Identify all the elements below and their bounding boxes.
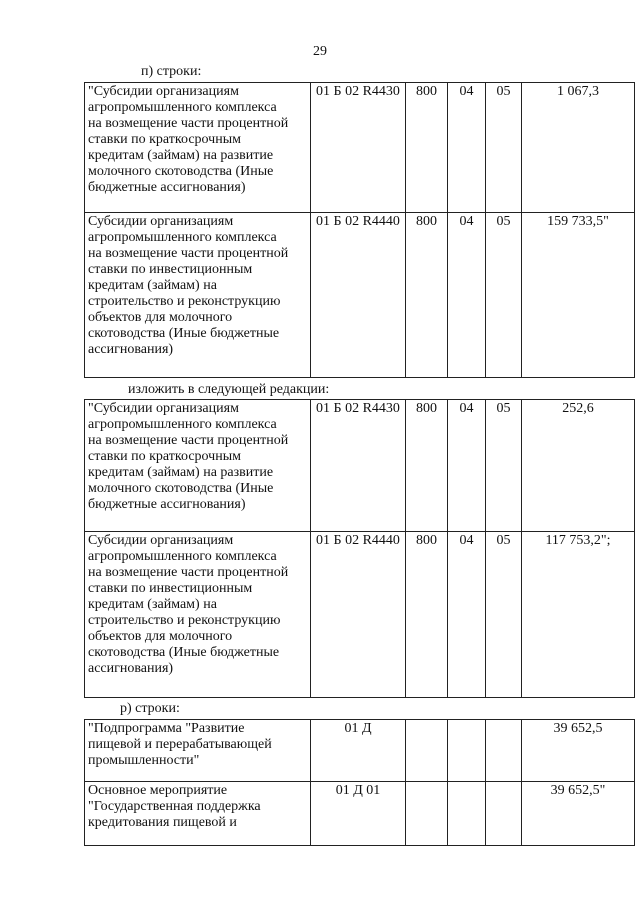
row-description: "Субсидии организациям агропромышленного комплекса на возмещение части процентной ставки по краткосрочным кредитам (займам) на развитие молочного скотоводства (Иные бюджетные ассигнования) — [85, 400, 311, 532]
section-p-label: п) строки: — [141, 64, 202, 79]
row-col-b: 04 — [448, 532, 486, 698]
row-col-b: 04 — [448, 400, 486, 532]
row-col-a — [406, 720, 448, 782]
row-col-a: 800 — [406, 213, 448, 378]
row-col-a: 800 — [406, 532, 448, 698]
row-code: 01 Б 02 R4440 — [311, 213, 406, 378]
row-col-a — [406, 782, 448, 846]
row-col-a: 800 — [406, 83, 448, 213]
row-amount: 117 753,2"; — [522, 532, 635, 698]
row-col-c: 05 — [486, 213, 522, 378]
row-code: 01 Б 02 R4430 — [311, 400, 406, 532]
row-description: "Субсидии организациям агропромышленного комплекса на возмещение части процентной ставки по краткосрочным кредитам (займам) на развитие молочного скотоводства (Иные бюджетные ассигнования) — [85, 83, 311, 213]
row-description: Основное мероприятие "Государственная поддержка кредитования пищевой и — [85, 782, 311, 846]
row-col-a: 800 — [406, 400, 448, 532]
table-row — [85, 782, 635, 846]
table-row — [85, 532, 635, 698]
table-row — [85, 400, 635, 532]
row-amount: 252,6 — [522, 400, 635, 532]
row-col-c — [486, 782, 522, 846]
table-row — [85, 720, 635, 782]
table-row — [85, 83, 635, 213]
row-amount: 39 652,5" — [522, 782, 635, 846]
page-number: 29 — [313, 44, 327, 59]
row-col-b: 04 — [448, 83, 486, 213]
row-col-c — [486, 720, 522, 782]
row-col-c: 05 — [486, 83, 522, 213]
new-edition-label: изложить в следующей редакции: — [128, 382, 330, 397]
row-code: 01 Д — [311, 720, 406, 782]
row-col-b — [448, 720, 486, 782]
row-code: 01 Б 02 R4430 — [311, 83, 406, 213]
table-row — [85, 213, 635, 378]
row-col-b — [448, 782, 486, 846]
row-description: Субсидии организациям агропромышленного комплекса на возмещение части процентной ставки по инвестиционным кредитам (займам) на строительство и реконструкцию объектов для молочного скотоводства (Иные бюджетные ассигнования) — [85, 532, 311, 698]
table-section-p — [84, 82, 635, 378]
table-section-r — [84, 719, 635, 846]
table-new-edition — [84, 399, 635, 698]
section-r-label: р) строки: — [120, 701, 180, 716]
row-description: "Подпрограмма "Развитие пищевой и перерабатывающей промышленности" — [85, 720, 311, 782]
row-col-b: 04 — [448, 213, 486, 378]
row-amount: 159 733,5" — [522, 213, 635, 378]
row-col-c: 05 — [486, 532, 522, 698]
row-amount: 1 067,3 — [522, 83, 635, 213]
row-description: Субсидии организациям агропромышленного комплекса на возмещение части процентной ставки по инвестиционным кредитам (займам) на строительство и реконструкцию объектов для молочного скотоводства (Иные бюджетные ассигнования) — [85, 213, 311, 378]
row-code: 01 Д 01 — [311, 782, 406, 846]
row-amount: 39 652,5 — [522, 720, 635, 782]
row-code: 01 Б 02 R4440 — [311, 532, 406, 698]
row-col-c: 05 — [486, 400, 522, 532]
